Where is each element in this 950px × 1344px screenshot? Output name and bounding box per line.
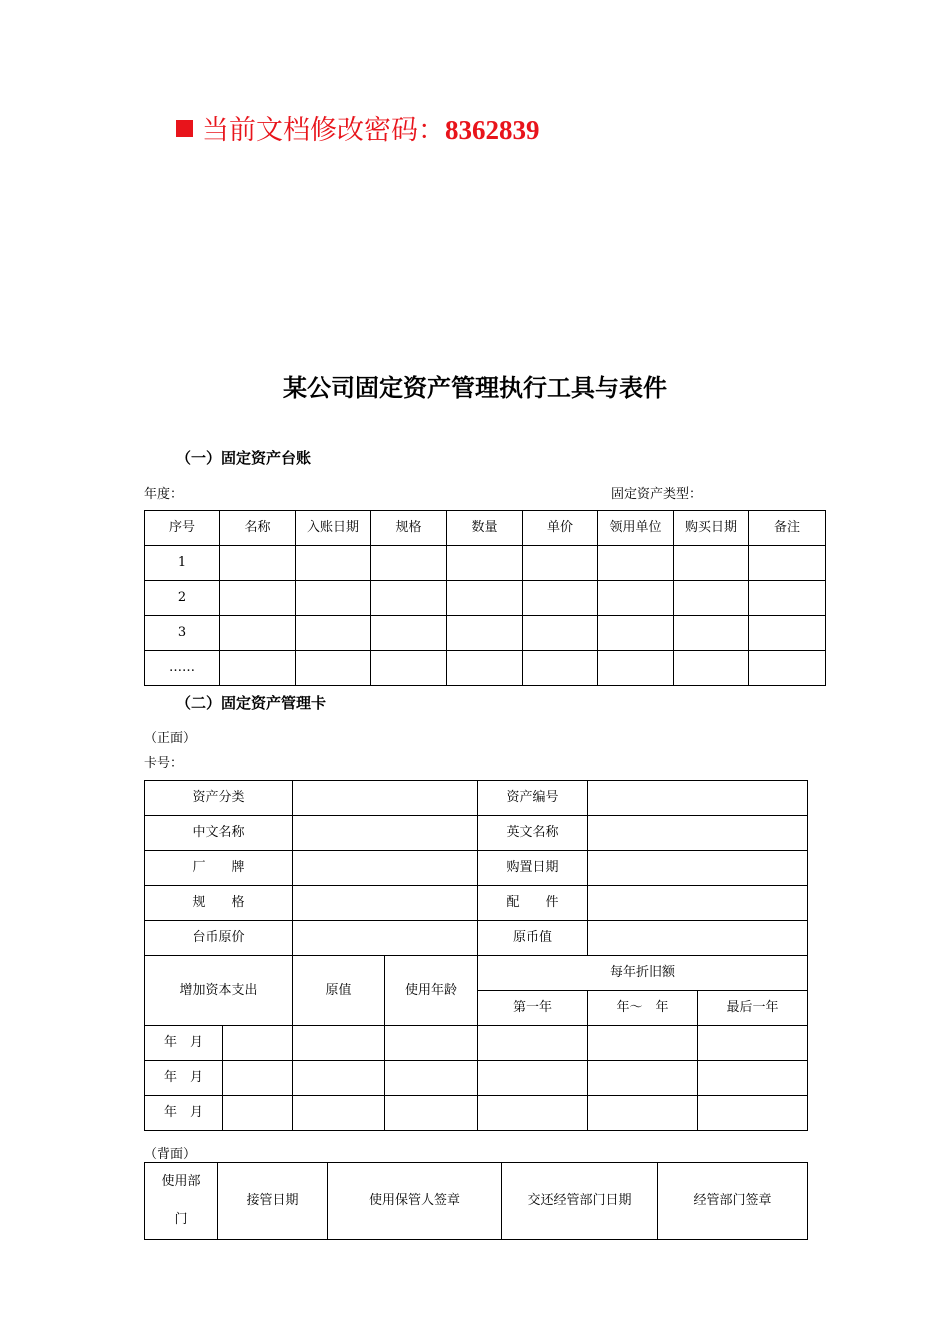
ledger-cell[interactable] (371, 581, 447, 616)
orig-value-header: 原值 (293, 956, 385, 1026)
spec-value[interactable] (293, 886, 478, 921)
card-row-category (145, 781, 808, 816)
card-row-brand (145, 851, 808, 886)
ledger-header-row (145, 511, 826, 546)
ledger-row (145, 581, 826, 616)
year-label: 年度： (144, 487, 184, 502)
asset-ledger-table (144, 510, 826, 686)
section1-heading: （一）固定资产台账 (176, 449, 312, 467)
capex-cell[interactable] (293, 1061, 385, 1096)
ledger-cell[interactable] (674, 651, 749, 686)
category-value[interactable] (293, 781, 478, 816)
ledger-cell[interactable] (749, 616, 826, 651)
ledger-cell[interactable] (598, 616, 674, 651)
capex-cell[interactable] (588, 1061, 698, 1096)
ledger-col-header: 购买日期 (674, 511, 749, 546)
using-dept-header: 使用部门 (145, 1163, 218, 1240)
capex-cell[interactable] (478, 1096, 588, 1131)
notice-label: 当前文档修改密码： (202, 115, 445, 146)
en-name-label: 英文名称 (478, 816, 588, 851)
parts-label: 配 件 (478, 886, 588, 921)
ledger-cell[interactable] (220, 651, 296, 686)
en-name-value[interactable] (588, 816, 808, 851)
year-month-label: 年 月 (145, 1061, 223, 1096)
ledger-cell[interactable] (371, 651, 447, 686)
square-bullet-icon (176, 120, 193, 137)
ledger-cell[interactable] (371, 546, 447, 581)
added-capex-header: 增加资本支出 (145, 956, 293, 1026)
capex-cell[interactable] (698, 1026, 808, 1061)
capex-cell[interactable] (588, 1026, 698, 1061)
ledger-col-header: 名称 (220, 511, 296, 546)
capex-cell[interactable] (478, 1026, 588, 1061)
year-month-label: 年 月 (145, 1096, 223, 1131)
ledger-col-header: 入账日期 (296, 511, 371, 546)
ledger-cell[interactable] (371, 616, 447, 651)
mgmt-sign-header: 经管部门签章 (658, 1163, 808, 1240)
capex-cell[interactable] (478, 1061, 588, 1096)
notice-code: 8362839 (445, 115, 540, 145)
parts-value[interactable] (588, 886, 808, 921)
ledger-cell[interactable] (674, 546, 749, 581)
purchase-date-value[interactable] (588, 851, 808, 886)
first-year-header: 第一年 (478, 991, 588, 1026)
ledger-row (145, 616, 826, 651)
capex-cell[interactable] (385, 1061, 478, 1096)
cn-name-label: 中文名称 (145, 816, 293, 851)
ledger-cell[interactable] (523, 581, 598, 616)
capex-header-row (145, 956, 808, 991)
capex-cell[interactable] (223, 1096, 293, 1131)
ledger-col-header: 规格 (371, 511, 447, 546)
ledger-row (145, 546, 826, 581)
ledger-cell[interactable] (447, 546, 523, 581)
twd-cost-value[interactable] (293, 921, 478, 956)
capex-cell[interactable] (385, 1026, 478, 1061)
capex-row (145, 1061, 808, 1096)
capex-cell[interactable] (385, 1096, 478, 1131)
ledger-cell[interactable] (749, 581, 826, 616)
custody-header-row (145, 1163, 808, 1240)
ledger-cell[interactable] (523, 616, 598, 651)
ledger-row-number: 2 (145, 581, 220, 616)
last-year-header: 最后一年 (698, 991, 808, 1026)
ledger-col-header: 备注 (749, 511, 826, 546)
capex-cell[interactable] (223, 1026, 293, 1061)
capex-cell[interactable] (293, 1096, 385, 1131)
edit-password-notice (176, 108, 540, 147)
capex-row (145, 1096, 808, 1131)
back-side-label: （背面） (144, 1147, 197, 1162)
ledger-cell[interactable] (523, 651, 598, 686)
capex-cell[interactable] (293, 1026, 385, 1061)
spec-label: 规 格 (145, 886, 293, 921)
brand-label: 厂 牌 (145, 851, 293, 886)
capex-cell[interactable] (588, 1096, 698, 1131)
orig-currency-label: 原币值 (478, 921, 588, 956)
service-life-header: 使用年龄 (385, 956, 478, 1026)
asset-type-label: 固定资产类型： (611, 487, 703, 502)
ledger-cell[interactable] (598, 651, 674, 686)
ledger-cell[interactable] (674, 581, 749, 616)
mid-years-header: 年～ 年 (588, 991, 698, 1026)
custody-transfer-table (144, 1162, 808, 1240)
document-title: 某公司固定资产管理执行工具与表件 (283, 373, 667, 402)
ledger-row-number: 1 (145, 546, 220, 581)
section2-heading: （二）固定资产管理卡 (176, 694, 327, 712)
ledger-row (145, 651, 826, 686)
ledger-row-number: …… (145, 651, 220, 686)
ledger-cell[interactable] (447, 651, 523, 686)
ledger-cell[interactable] (296, 616, 371, 651)
ledger-cell[interactable] (220, 581, 296, 616)
asset-card-table (144, 780, 808, 1131)
asset-no-value[interactable] (588, 781, 808, 816)
capex-cell[interactable] (698, 1061, 808, 1096)
ledger-cell[interactable] (220, 616, 296, 651)
card-number-label: 卡号： (144, 756, 184, 771)
return-date-header: 交还经管部门日期 (502, 1163, 658, 1240)
ledger-col-header: 领用单位 (598, 511, 674, 546)
capex-cell[interactable] (698, 1096, 808, 1131)
ledger-col-header: 数量 (447, 511, 523, 546)
brand-value[interactable] (293, 851, 478, 886)
takeover-date-header: 接管日期 (218, 1163, 328, 1240)
card-row-spec (145, 886, 808, 921)
card-row-name (145, 816, 808, 851)
ledger-col-header: 序号 (145, 511, 220, 546)
year-month-label: 年 月 (145, 1026, 223, 1061)
ledger-cell[interactable] (523, 546, 598, 581)
custodian-sign-header: 使用保管人签章 (328, 1163, 502, 1240)
cn-name-value[interactable] (293, 816, 478, 851)
ledger-cell[interactable] (447, 581, 523, 616)
front-side-label: （正面） (144, 731, 197, 746)
ledger-col-header: 单价 (523, 511, 598, 546)
purchase-date-label: 购置日期 (478, 851, 588, 886)
ledger-cell[interactable] (674, 616, 749, 651)
ledger-cell[interactable] (598, 546, 674, 581)
ledger-cell[interactable] (296, 651, 371, 686)
ledger-cell[interactable] (296, 581, 371, 616)
ledger-cell[interactable] (749, 651, 826, 686)
ledger-row-number: 3 (145, 616, 220, 651)
annual-depreciation-header: 每年折旧额 (478, 956, 808, 991)
twd-cost-label: 台币原价 (145, 921, 293, 956)
ledger-cell[interactable] (598, 581, 674, 616)
ledger-cell[interactable] (749, 546, 826, 581)
orig-currency-value[interactable] (588, 921, 808, 956)
ledger-cell[interactable] (296, 546, 371, 581)
card-row-cost (145, 921, 808, 956)
ledger-cell[interactable] (447, 616, 523, 651)
capex-row (145, 1026, 808, 1061)
asset-no-label: 资产编号 (478, 781, 588, 816)
category-label: 资产分类 (145, 781, 293, 816)
capex-cell[interactable] (223, 1061, 293, 1096)
ledger-cell[interactable] (220, 546, 296, 581)
